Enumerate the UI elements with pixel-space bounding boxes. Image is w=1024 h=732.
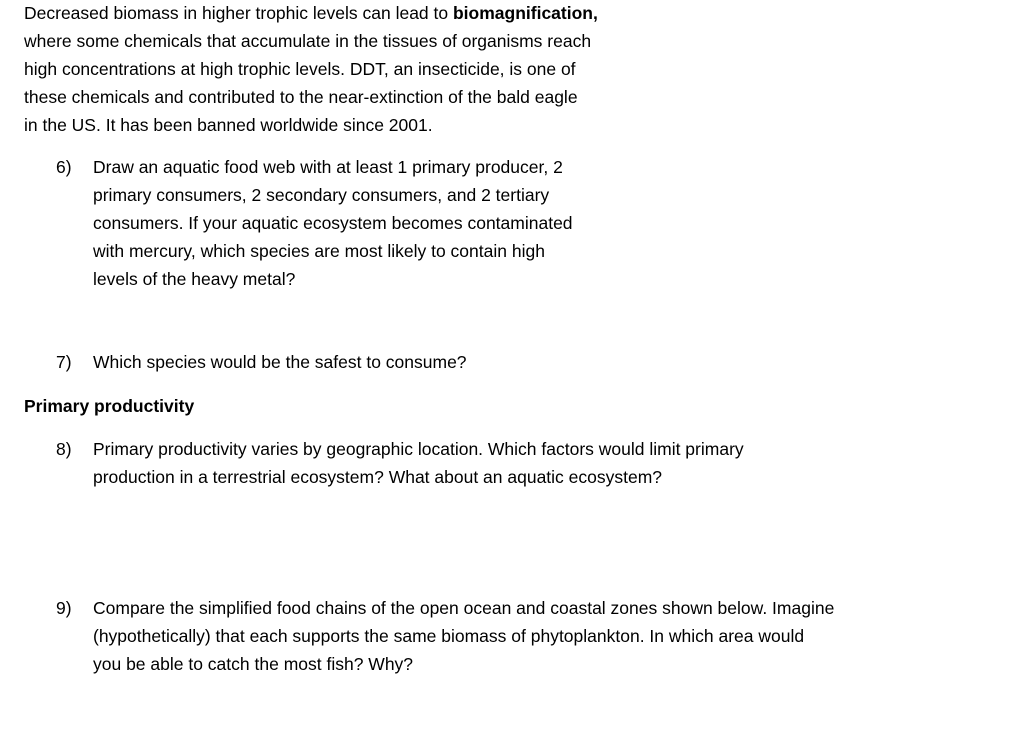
question-line: with mercury, which species are most likely to contain high <box>93 241 545 261</box>
intro-paragraph <box>24 0 664 139</box>
question-8 <box>56 435 744 491</box>
question-7 <box>56 348 467 376</box>
question-line: Which species would be the safest to consume? <box>93 352 467 372</box>
biomagnification-term: biomagnification, <box>452 3 598 23</box>
question-text <box>93 594 834 678</box>
question-line: levels of the heavy metal? <box>93 269 296 289</box>
question-line: you be able to catch the most fish? Why? <box>93 654 414 674</box>
intro-line: high concentrations at high trophic levels. DDT, an insecticide, is one of <box>24 59 576 79</box>
question-line: Draw an aquatic food web with at least 1 primary producer, 2 <box>93 157 563 177</box>
intro-line: in the US. It has been banned worldwide since 2001. <box>24 115 433 135</box>
section-heading: Primary productivity <box>24 396 195 416</box>
question-line: Primary productivity varies by geographic location. Which factors would limit primary <box>93 439 744 459</box>
intro-line: where some chemicals that accumulate in the tissues of organisms reach <box>24 31 592 51</box>
question-number: 6) <box>56 157 72 177</box>
question-number: 9) <box>56 598 72 618</box>
question-number: 8) <box>56 439 72 459</box>
intro-line-text: Decreased biomass in higher trophic levels can lead to <box>24 3 453 23</box>
question-line: Compare the simplified food chains of the open ocean and coastal zones shown below. Imagine <box>93 598 835 618</box>
question-line: primary consumers, 2 secondary consumers, and 2 tertiary <box>93 185 550 205</box>
question-6 <box>56 153 573 293</box>
intro-line <box>24 0 664 27</box>
question-9 <box>56 594 834 678</box>
question-text <box>93 435 744 491</box>
question-line: consumers. If your aquatic ecosystem becomes contaminated <box>93 213 573 233</box>
question-number: 7) <box>56 352 72 372</box>
intro-line: these chemicals and contributed to the near-extinction of the bald eagle <box>24 87 578 107</box>
question-text <box>93 348 467 376</box>
question-text <box>93 153 573 293</box>
question-line: (hypothetically) that each supports the same biomass of phytoplankton. In which area would <box>93 626 805 646</box>
question-line: production in a terrestrial ecosystem? What about an aquatic ecosystem? <box>93 467 663 487</box>
